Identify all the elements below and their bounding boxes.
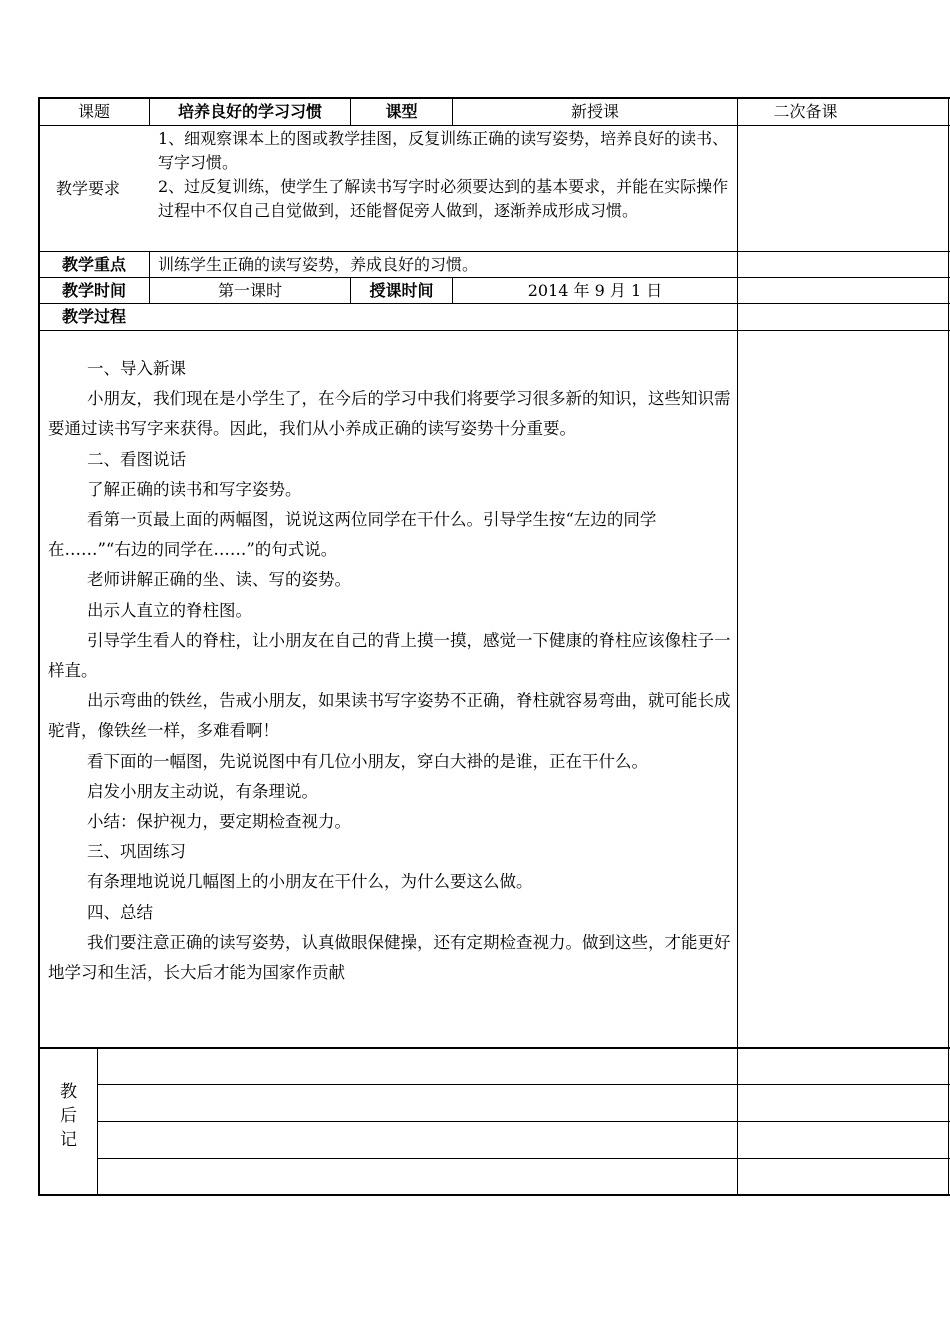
process-paragraph: 出示人直立的脊柱图。 [87, 600, 252, 620]
type-label: 课型 [385, 101, 418, 121]
class-date-label: 授课时间 [369, 280, 434, 300]
process-paragraph: 四、总结 [87, 902, 153, 922]
requirements-text [158, 127, 733, 223]
process-paragraph: 引导学生看人的脊柱，让小朋友在自己的背上摸一摸，感觉一下健康的脊柱应该像柱子一样直。 [48, 630, 731, 681]
process-paragraph: 一、导入新课 [87, 359, 186, 378]
teaching-time-label: 教学时间 [61, 280, 126, 300]
topic-label: 课题 [77, 101, 110, 121]
requirements-label: 教学要求 [55, 178, 120, 198]
process-paragraph: 了解正确的读书和写字姿势。 [87, 479, 302, 499]
process-paragraph: 老师讲解正确的坐、读、写的姿势。 [87, 570, 351, 590]
reflection-label [40, 1080, 97, 1152]
process-paragraph: 启发小朋友主动说，有条理说。 [87, 781, 318, 801]
process-paragraph: 小结：保护视力，要定期检查视力。 [87, 812, 351, 832]
reflection-char: 记 [60, 1130, 77, 1150]
key-points-label: 教学重点 [61, 254, 126, 274]
requirement-item: 2、过反复训练，使学生了解读书写字时必须要达到的基本要求，并能在实际操作过程中不仅自己自觉做到，还能督促旁人做到，逐渐养成形成习惯。 [158, 177, 729, 220]
reflection-char: 后 [60, 1106, 77, 1126]
process-paragraph: 看第一页最上面的两幅图，说说这两位同学在干什么。引导学生按“左边的同学在……”“右边的同学在……”的句式说。 [48, 510, 657, 560]
process-paragraph: 有条理地说说几幅图上的小朋友在干什么，为什么要这么做。 [87, 872, 533, 892]
process-paragraph: 小朋友，我们现在是小学生了，在今后的学习中我们将要学习很多新的知识，这些知识需要通过读书写字来获得。因此，我们从小养成正确的读写姿势十分重要。 [48, 389, 731, 439]
requirement-item: 1、细观察课本上的图或教学挂图，反复训练正确的读写姿势，培养良好的读书、写字习惯。 [158, 129, 729, 172]
process-paragraph: 三、巩固练习 [87, 842, 186, 862]
second-prep-label: 二次备课 [773, 101, 838, 121]
teaching-time-value: 第一课时 [217, 280, 282, 300]
process-paragraph: 二、看图说话 [87, 449, 186, 469]
key-points-value: 训练学生正确的读写姿势，养成良好的习惯。 [158, 254, 479, 274]
class-date-value: 2014 年 9 月 1 日 [527, 280, 663, 300]
process-label: 教学过程 [61, 307, 126, 326]
type-value: 新授课 [570, 101, 619, 121]
topic-value: 培养良好的学习习惯 [177, 101, 322, 121]
process-paragraph: 我们要注意正确的读写姿势，认真做眼保健操，还有定期检查视力。做到这些，才能更好地学习和生活，长大后才能为国家作贡献 [48, 932, 731, 983]
process-paragraph: 看下面的一幅图，先说说图中有几位小朋友，穿白大褂的是谁，正在干什么。 [87, 751, 648, 771]
reflection-char: 教 [60, 1082, 77, 1102]
process-body [48, 354, 734, 988]
process-paragraph: 出示弯曲的铁丝，告戒小朋友，如果读书写字姿势不正确，脊柱就容易弯曲，就可能长成驼背，像铁丝一样，多难看啊！ [48, 691, 731, 741]
